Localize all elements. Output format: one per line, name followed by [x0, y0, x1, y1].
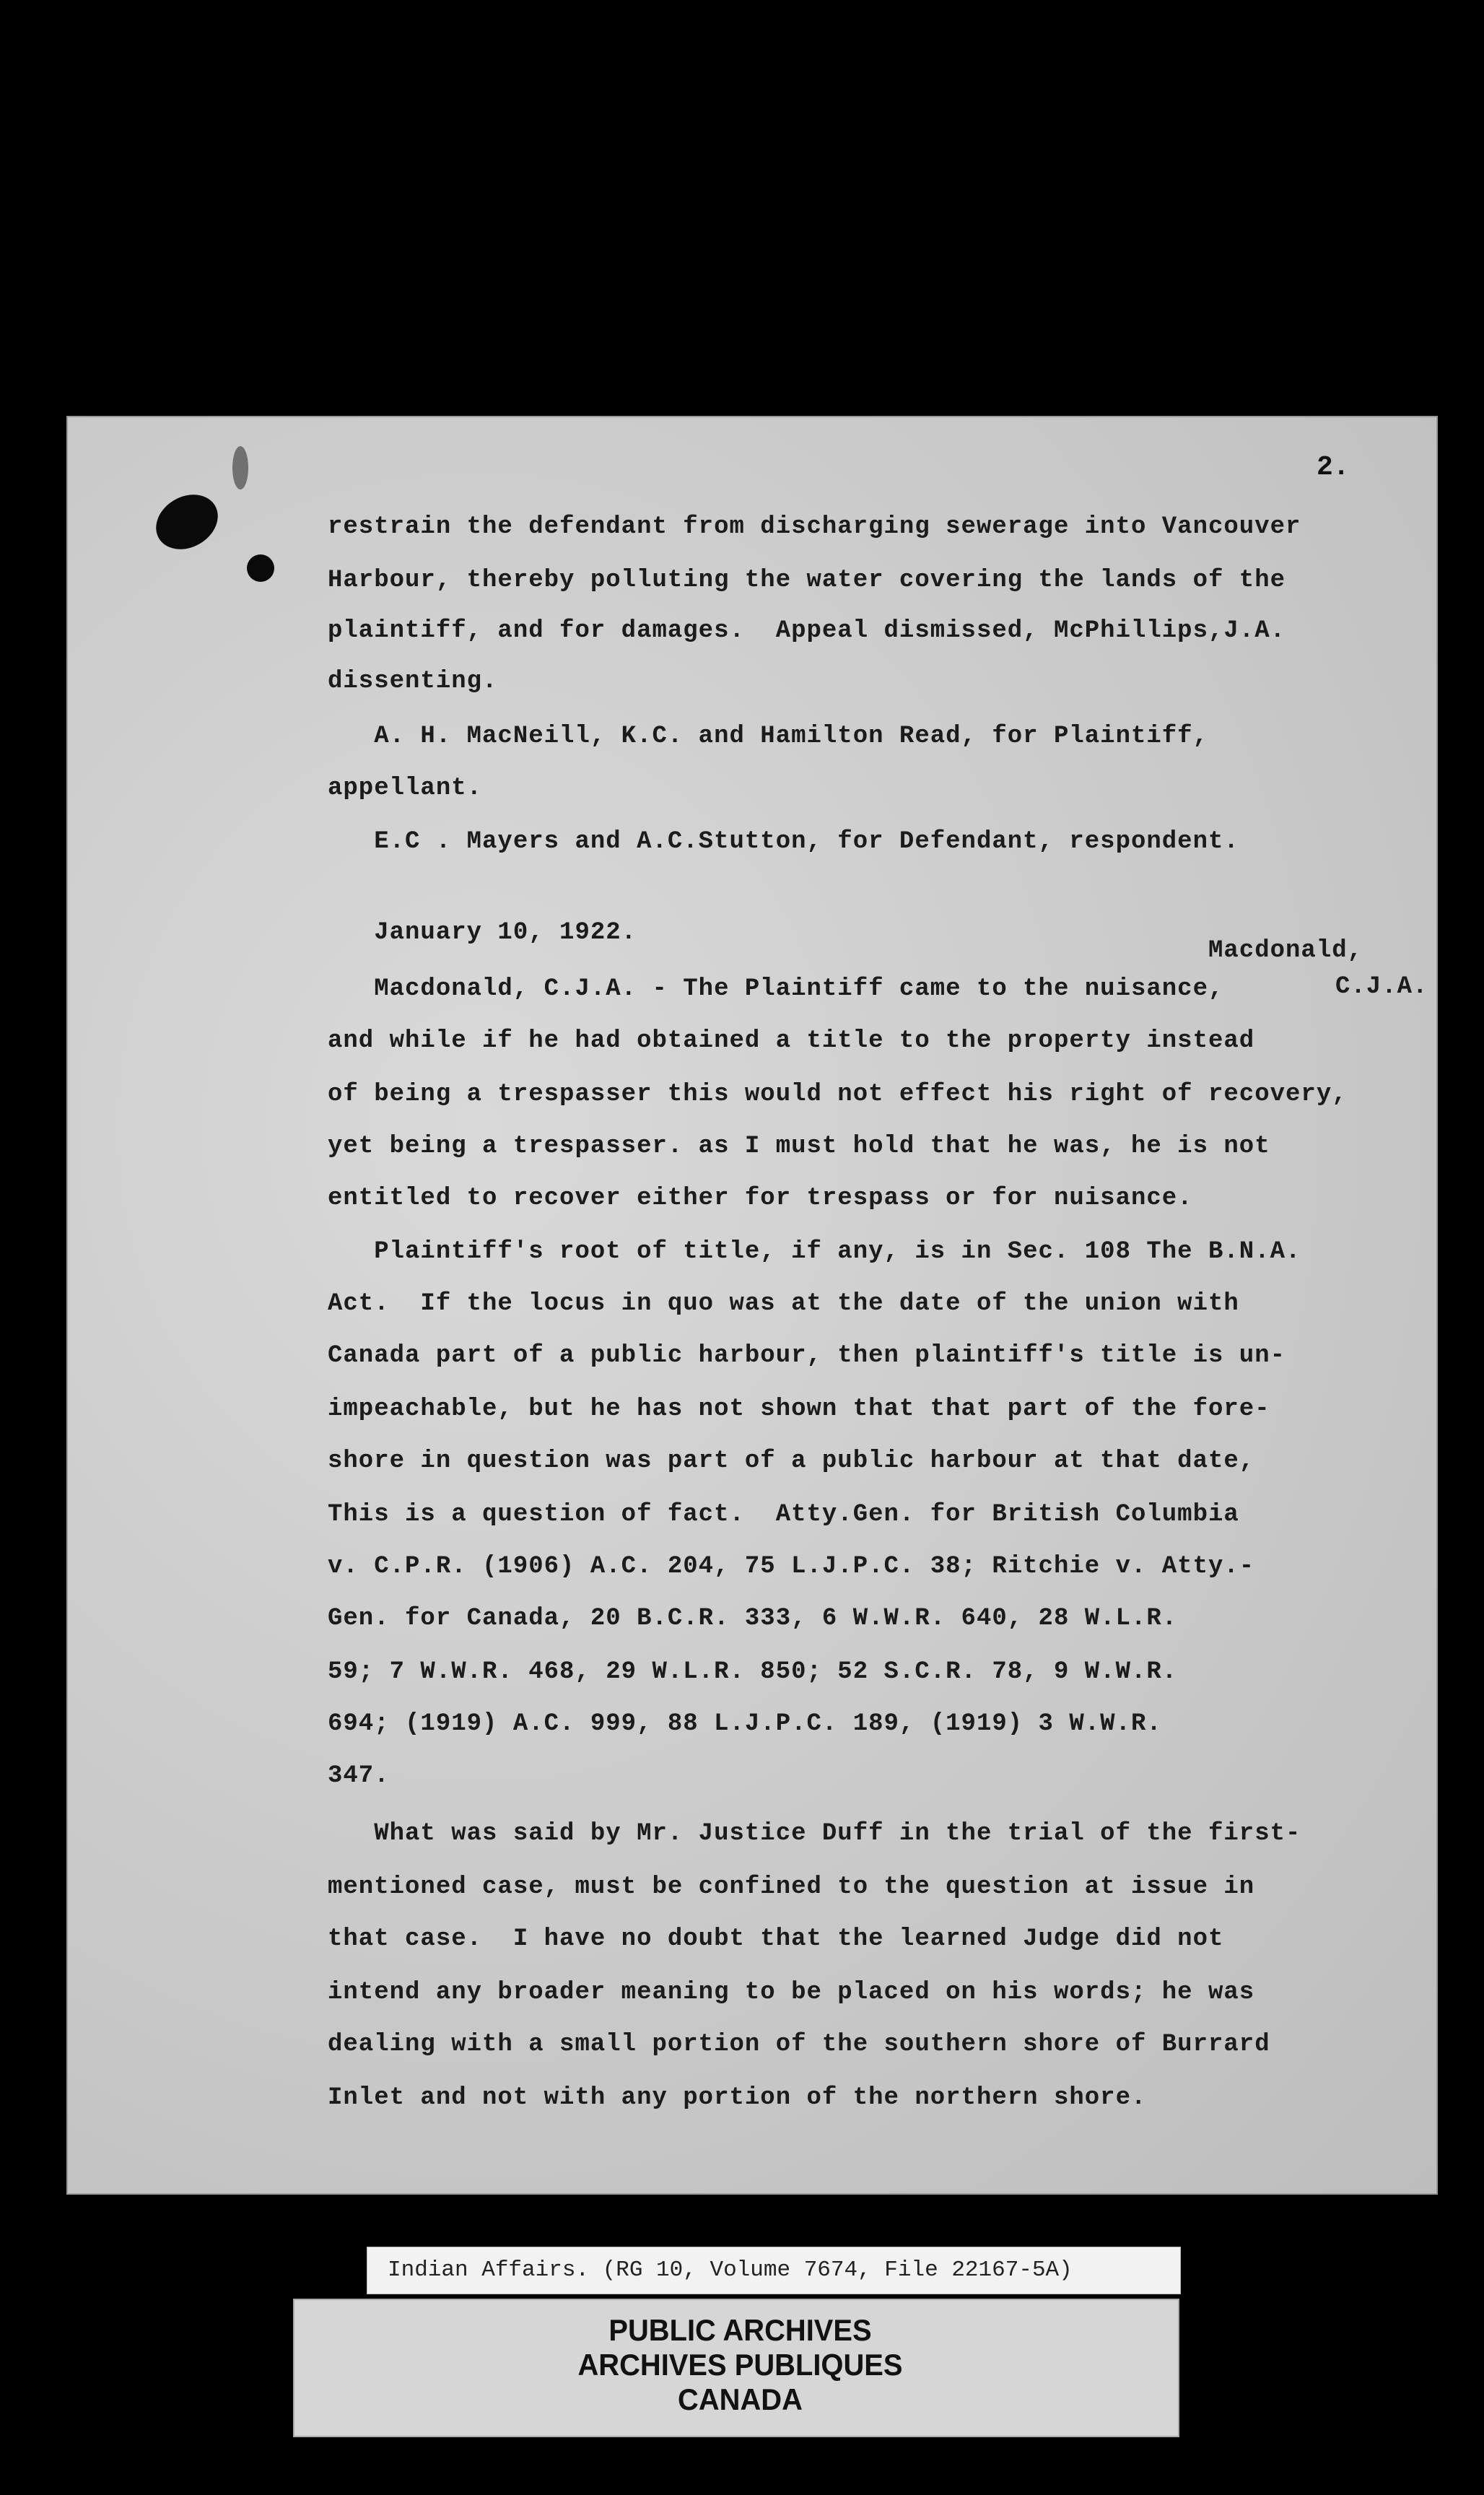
text-line: Canada part of a public harbour, then plaintiff's title is un- [328, 1342, 1286, 1370]
text-line: and while if he had obtained a title to the property instead [328, 1027, 1255, 1055]
archive-stamp [293, 2299, 1179, 2437]
text-line: yet being a trespasser. as I must hold that he was, he is not [328, 1133, 1270, 1160]
document-page [66, 416, 1438, 2195]
punch-hole [247, 554, 274, 582]
text-line: Plaintiff's root of title, if any, is in Sec. 108 The B.N.A. [328, 1238, 1301, 1266]
margin-note-title: C.J.A. [1335, 973, 1428, 1001]
text-line: impeachable, but he has not shown that that part of the fore- [328, 1395, 1270, 1423]
text-line: Macdonald, C.J.A. - The Plaintiff came to the nuisance, [328, 975, 1224, 1003]
text-line: What was said by Mr. Justice Duff in the trial of the first- [328, 1820, 1301, 1847]
archive-reference-label: Indian Affairs. (RG 10, Volume 7674, File 22167-5A) [367, 2247, 1181, 2294]
text-line: v. C.P.R. (1906) A.C. 204, 75 L.J.P.C. 38; Ritchie v. Atty.- [328, 1553, 1255, 1580]
text-line: 694; (1919) A.C. 999, 88 L.J.P.C. 189, (1919) 3 W.W.R. [328, 1710, 1162, 1738]
text-line: Inlet and not with any portion of the northern shore. [328, 2084, 1147, 2112]
page-number: 2. [1317, 452, 1350, 483]
text-line: entitled to recover either for trespass or for nuisance. [328, 1185, 1193, 1212]
text-line: E.C . Mayers and A.C.Stutton, for Defendant, respondent. [328, 828, 1239, 855]
ink-smudge [232, 446, 248, 489]
margin-note-name: Macdonald, [1208, 937, 1363, 965]
stamp-line-french: ARCHIVES PUBLIQUES [577, 2348, 903, 2382]
text-line: intend any broader meaning to be placed on his words; he was [328, 1979, 1255, 2006]
text-line: dealing with a small portion of the southern shore of Burrard [328, 2031, 1270, 2058]
stamp-line-country: CANADA [678, 2382, 803, 2416]
text-line: of being a trespasser this would not effect his right of recovery, [328, 1081, 1348, 1108]
text-line: appellant. [328, 775, 483, 802]
archive-stamp-text [558, 2313, 922, 2417]
text-line: Act. If the locus in quo was at the date of the union with [328, 1290, 1239, 1318]
text-line: 59; 7 W.W.R. 468, 29 W.L.R. 850; 52 S.C.R. 78, 9 W.W.R. [328, 1658, 1178, 1686]
text-line: 347. [328, 1762, 390, 1790]
text-line: mentioned case, must be confined to the question at issue in [328, 1873, 1255, 1901]
text-line: Gen. for Canada, 20 B.C.R. 333, 6 W.W.R. 640, 28 W.L.R. [328, 1605, 1178, 1632]
ink-smudge [147, 484, 228, 560]
text-line: shore in question was part of a public harbour at that date, [328, 1447, 1255, 1475]
text-line: restrain the defendant from discharging sewerage into Vancouver [328, 513, 1301, 541]
text-line: A. H. MacNeill, K.C. and Hamilton Read, for Plaintiff, [328, 723, 1208, 750]
text-line: Harbour, thereby polluting the water covering the lands of the [328, 567, 1286, 594]
text-line: dissenting. [328, 668, 498, 695]
text-line: plaintiff, and for damages. Appeal dismissed, McPhillips,J.A. [328, 617, 1286, 645]
text-line: This is a question of fact. Atty.Gen. for British Columbia [328, 1501, 1239, 1528]
stamp-line-english: PUBLIC ARCHIVES [608, 2313, 872, 2347]
text-line: that case. I have no doubt that the learned Judge did not [328, 1925, 1224, 1953]
text-line: January 10, 1922. [328, 919, 637, 946]
